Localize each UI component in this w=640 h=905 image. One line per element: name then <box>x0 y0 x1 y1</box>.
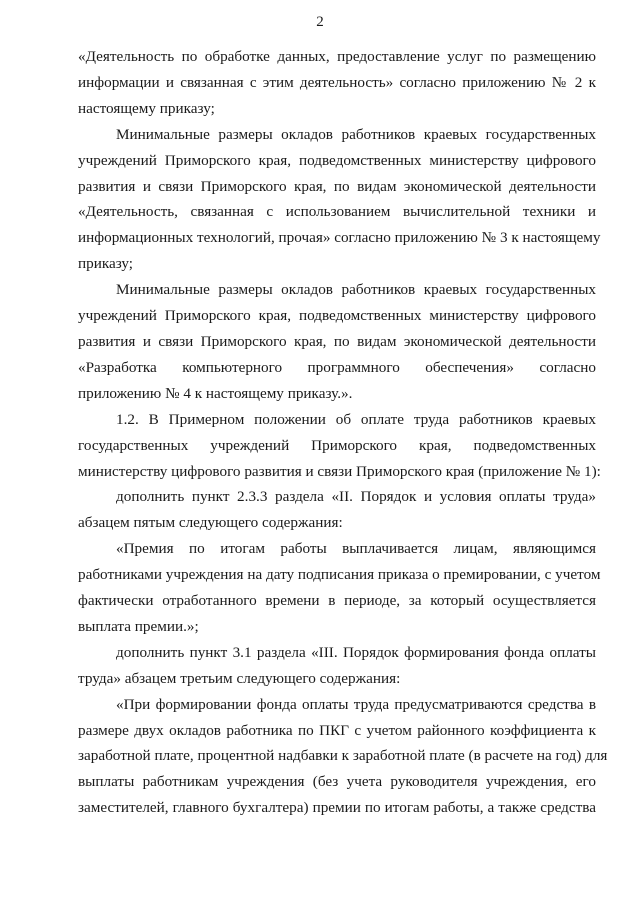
text-line: информационных технологий, прочая» согласно приложению № 3 к настоящему <box>78 229 601 247</box>
text-line: «Деятельность, связанная с использованием вычислительной техники и <box>78 203 596 221</box>
text-line: приложению № 4 к настоящему приказу.». <box>78 384 353 402</box>
text-line: развития и связи Приморского края, по видам экономической деятельности <box>78 177 596 195</box>
page-number: 2 <box>316 14 324 30</box>
document-body <box>78 44 608 821</box>
text-line: информации и связанная с этим деятельность» согласно приложению № 2 к <box>78 73 596 91</box>
text-line: «При формировании фонда оплаты труда предусматриваются средства в <box>116 695 596 713</box>
text-line: труда» абзацем третьим следующего содержания: <box>78 669 401 687</box>
text-line: работниками учреждения на дату подписания приказа о премировании, с учетом <box>78 566 601 584</box>
text-line: «Деятельность по обработке данных, предоставление услуг по размещению <box>78 48 596 65</box>
text-line: «Разработка компьютерного программного обеспечения» согласно <box>78 358 596 376</box>
text-line: настоящему приказу; <box>78 99 215 117</box>
text-line: учреждений Приморского края, подведомственных министерству цифрового <box>78 307 596 325</box>
text-line: размере двух окладов работника по ПКГ с учетом районного коэффициента к <box>78 721 596 739</box>
text-line: «Премия по итогам работы выплачивается лицам, являющимся <box>116 540 596 558</box>
text-line: развития и связи Приморского края, по видам экономической деятельности <box>78 332 596 350</box>
text-line: выплата премии.»; <box>78 617 199 635</box>
text-line: фактически отработанного времени в периоде, за который осуществляется <box>78 592 596 610</box>
text-line: Минимальные размеры окладов работников краевых государственных <box>116 281 596 299</box>
text-line: заместителей, главного бухгалтера) премии по итогам работы, а также средства <box>78 799 596 817</box>
text-line: дополнить пункт 2.3.3 раздела «II. Порядок и условия оплаты труда» <box>116 488 596 506</box>
text-line: абзацем пятым следующего содержания: <box>78 514 343 532</box>
text-line: министерству цифрового развития и связи Приморского края (приложение № 1): <box>78 462 601 480</box>
text-line: государственных учреждений Приморского края, подведомственных <box>78 436 596 454</box>
text-line: Минимальные размеры окладов работников краевых государственных <box>116 125 596 143</box>
text-line: 1.2. В Примерном положении об оплате труда работников краевых <box>116 410 596 428</box>
text-line: выплаты работникам учреждения (без учета руководителя учреждения, его <box>78 773 596 791</box>
text-line: учреждений Приморского края, подведомственных министерству цифрового <box>78 151 596 169</box>
text-line: заработной плате, процентной надбавки к заработной плате (в расчете на год) для <box>78 747 608 765</box>
text-line: дополнить пункт 3.1 раздела «III. Порядок формирования фонда оплаты <box>116 643 596 661</box>
text-line: приказу; <box>78 255 134 273</box>
